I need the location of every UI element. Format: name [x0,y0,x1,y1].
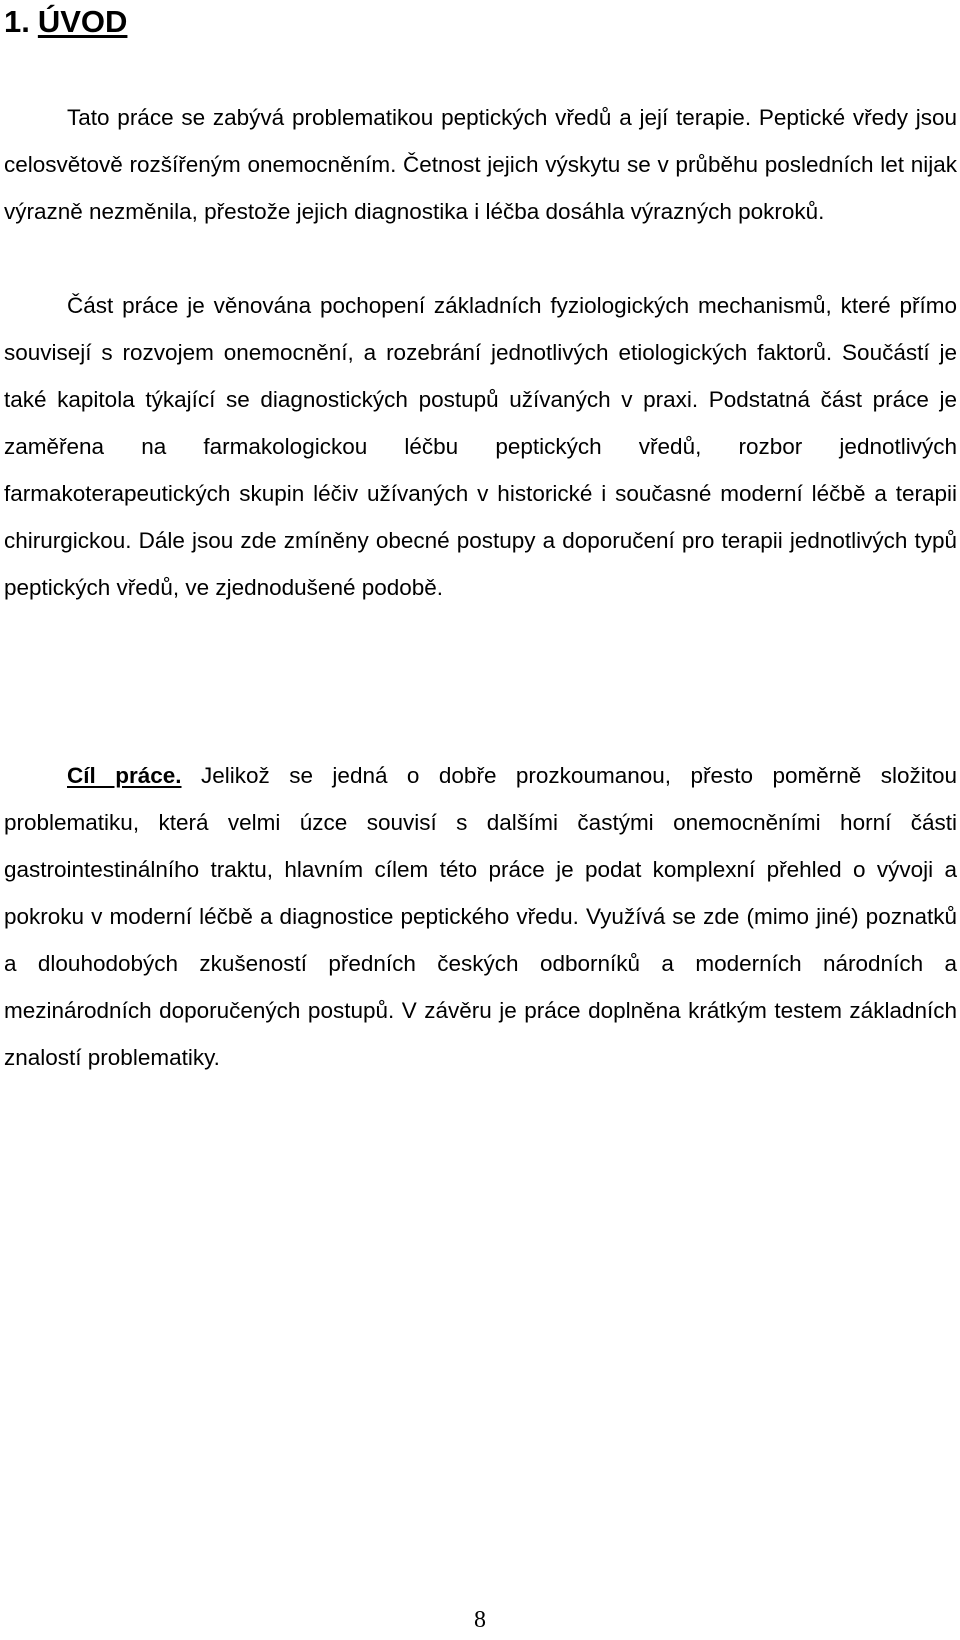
section-number: 1. [4,4,30,39]
section-heading [4,2,127,42]
goal-label: Cíl práce. [67,763,182,788]
paragraph-goal [4,752,957,1081]
section-title: ÚVOD [37,4,128,39]
page-number: 8 [474,1607,486,1633]
paragraph-content-overview: Část práce je věnována pochopení základních fyziologických mechanismů, které přímo souvisejí s rozvojem onemocnění, a rozebrání jednotlivých etiologických faktorů. Součástí je také kapitola týkající se diagnostických postupů užívaných v praxi. Podstatná část práce je zaměřena na farmakologickou léčbu peptických vředů, rozbor jednotlivých farmakoterapeutických skupin léčiv užívaných v historické i současné moderní léčbě a terapii chirurgickou. Dále jsou zde zmíněny obecné postupy a doporučení pro terapii jednotlivých typů peptických vředů, ve zjednodušené podobě. [4,293,957,600]
paragraph-intro: Tato práce se zabývá problematikou peptických vředů a její terapie. Peptické vředy jsou celosvětově rozšířeným onemocněním. Četnost jejich výskytu se v průběhu posledních let nijak výrazně nezměnila, přestože jejich diagnostika i léčba dosáhla výrazných pokroků. [4,105,957,224]
goal-text: Jelikož se jedná o dobře prozkoumanou, přesto poměrně složitou problematiku, která velmi úzce souvisí s dalšími častými onemocněními horní části gastrointestinálního traktu, hlavním cílem této práce je podat komplexní přehled o vývoji a pokroku v moderní léčbě a diagnostice peptického vředu. Využívá se zde (mimo jiné) poznatků a dlouhodobých zkušeností předních českých odborníků a moderních národních a mezinárodních doporučených postupů. V závěru je práce doplněna krátkým testem základních znalostí problematiky. [4,763,958,1070]
